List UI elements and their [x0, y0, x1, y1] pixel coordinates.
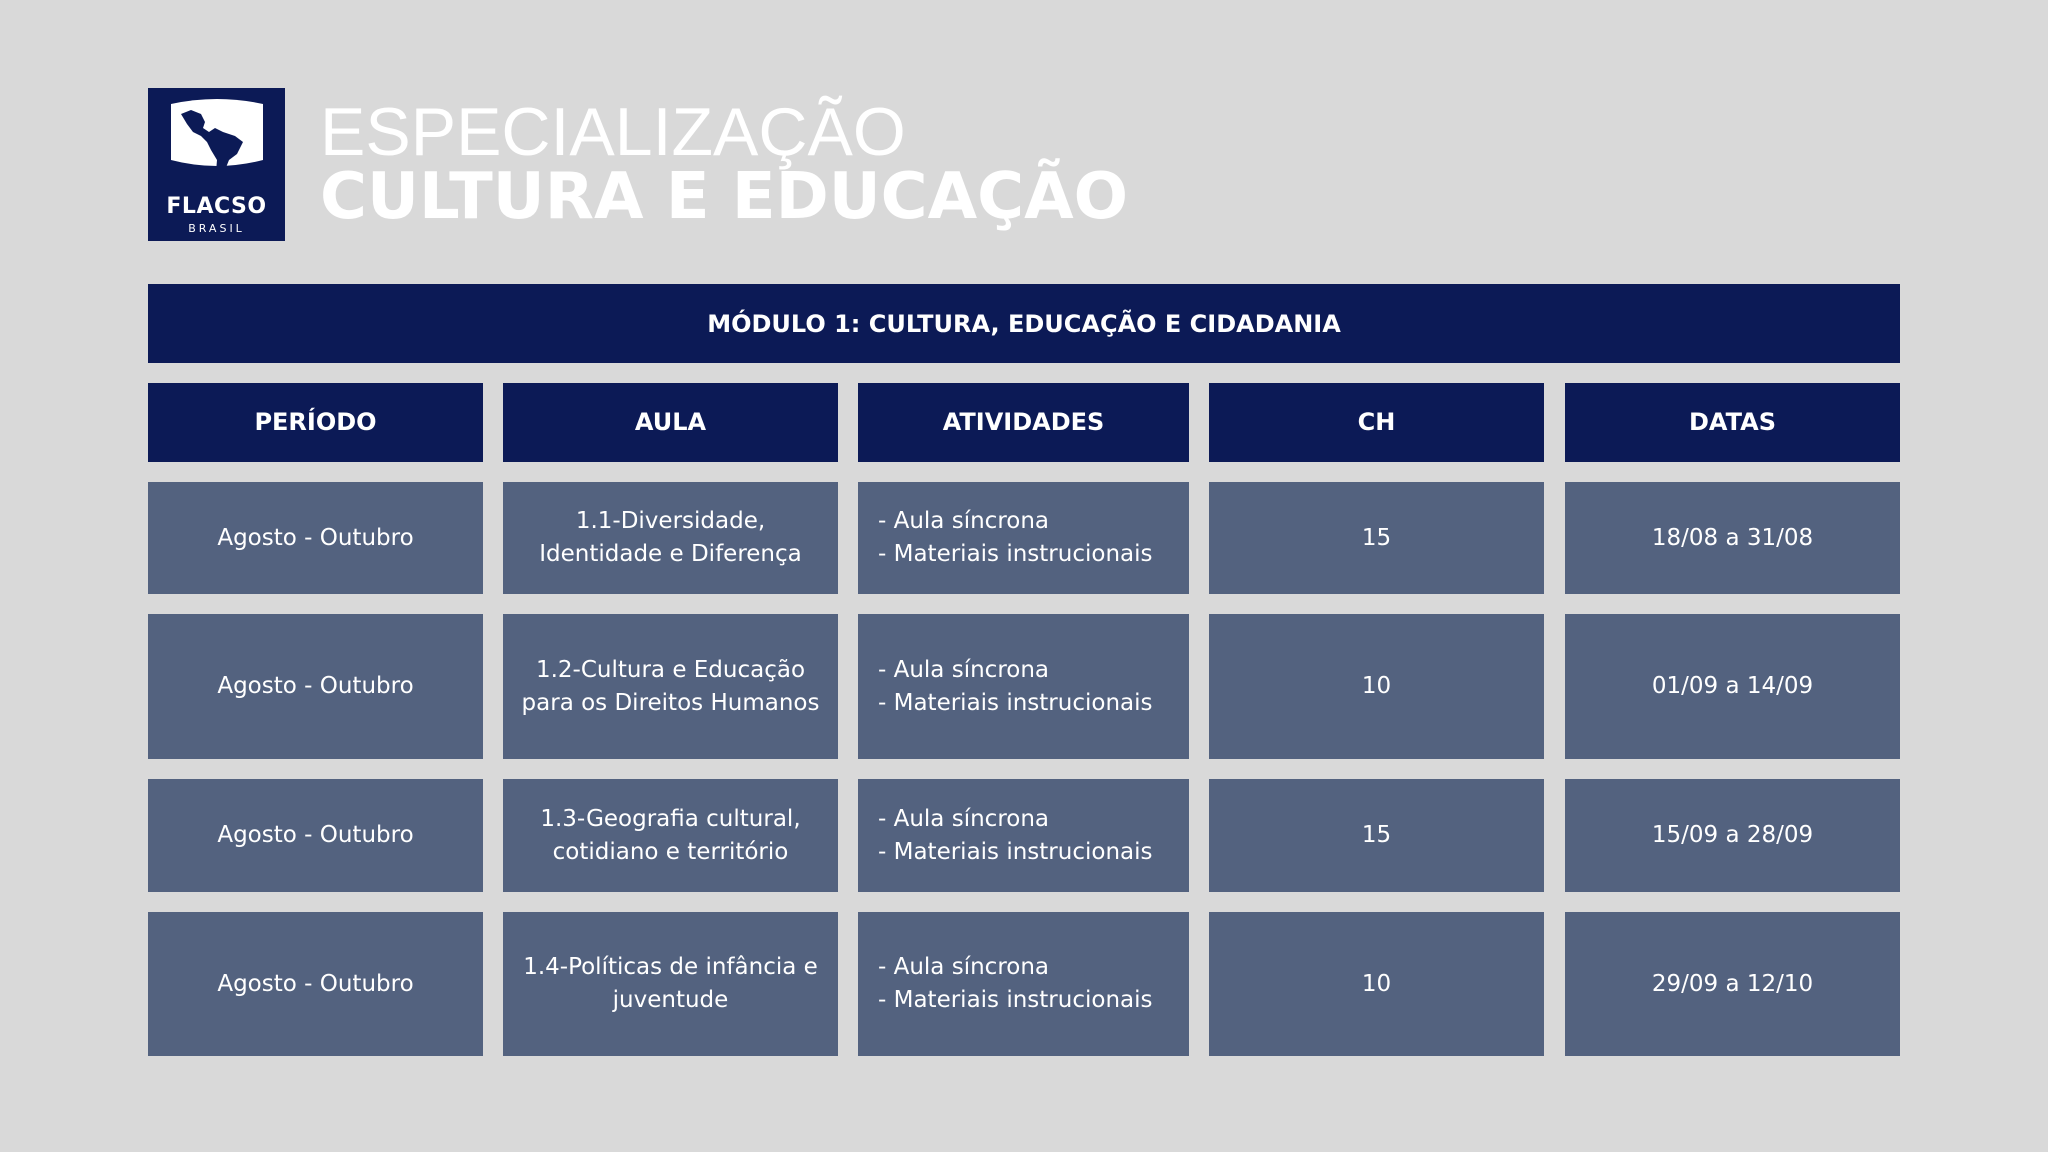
cell-periodo: Agosto - Outubro — [148, 482, 483, 594]
header-aula: AULA — [503, 383, 838, 462]
cell-datas: 01/09 a 14/09 — [1565, 614, 1900, 759]
cell-atividades: - Aula síncrona - Materiais instrucionais — [858, 482, 1189, 594]
cell-atividades: - Aula síncrona - Materiais instrucionais — [858, 912, 1189, 1056]
cell-aula: 1.3-Geografia cultural, cotidiano e território — [503, 779, 838, 892]
cell-ch: 10 — [1209, 614, 1544, 759]
header-atividades: ATIVIDADES — [858, 383, 1189, 462]
cell-aula: 1.2-Cultura e Educação para os Direitos Humanos — [503, 614, 838, 759]
header-ch: CH — [1209, 383, 1544, 462]
cell-periodo: Agosto - Outubro — [148, 614, 483, 759]
cell-ch: 15 — [1209, 482, 1544, 594]
header-periodo: PERÍODO — [148, 383, 483, 462]
cell-datas: 15/09 a 28/09 — [1565, 779, 1900, 892]
latin-america-map-icon — [167, 98, 267, 186]
flacso-logo — [148, 88, 285, 241]
logo-subtitle: BRASIL — [188, 222, 245, 235]
cell-aula: 1.1-Diversidade, Identidade e Diferença — [503, 482, 838, 594]
cell-periodo: Agosto - Outubro — [148, 779, 483, 892]
cell-atividades: - Aula síncrona - Materiais instrucionais — [858, 779, 1189, 892]
cell-datas: 18/08 a 31/08 — [1565, 482, 1900, 594]
logo-name: FLACSO — [166, 194, 267, 219]
cell-ch: 15 — [1209, 779, 1544, 892]
cell-atividades: - Aula síncrona - Materiais instrucionais — [858, 614, 1189, 759]
cell-aula: 1.4-Políticas de infância e juventude — [503, 912, 838, 1056]
cell-datas: 29/09 a 12/10 — [1565, 912, 1900, 1056]
cell-periodo: Agosto - Outubro — [148, 912, 483, 1056]
cell-ch: 10 — [1209, 912, 1544, 1056]
module-title: MÓDULO 1: CULTURA, EDUCAÇÃO E CIDADANIA — [148, 284, 1900, 363]
header-datas: DATAS — [1565, 383, 1900, 462]
page-title-line-2: CULTURA E EDUCAÇÃO — [320, 160, 1129, 234]
page-title-line-1: ESPECIALIZAÇÃO — [320, 94, 906, 170]
